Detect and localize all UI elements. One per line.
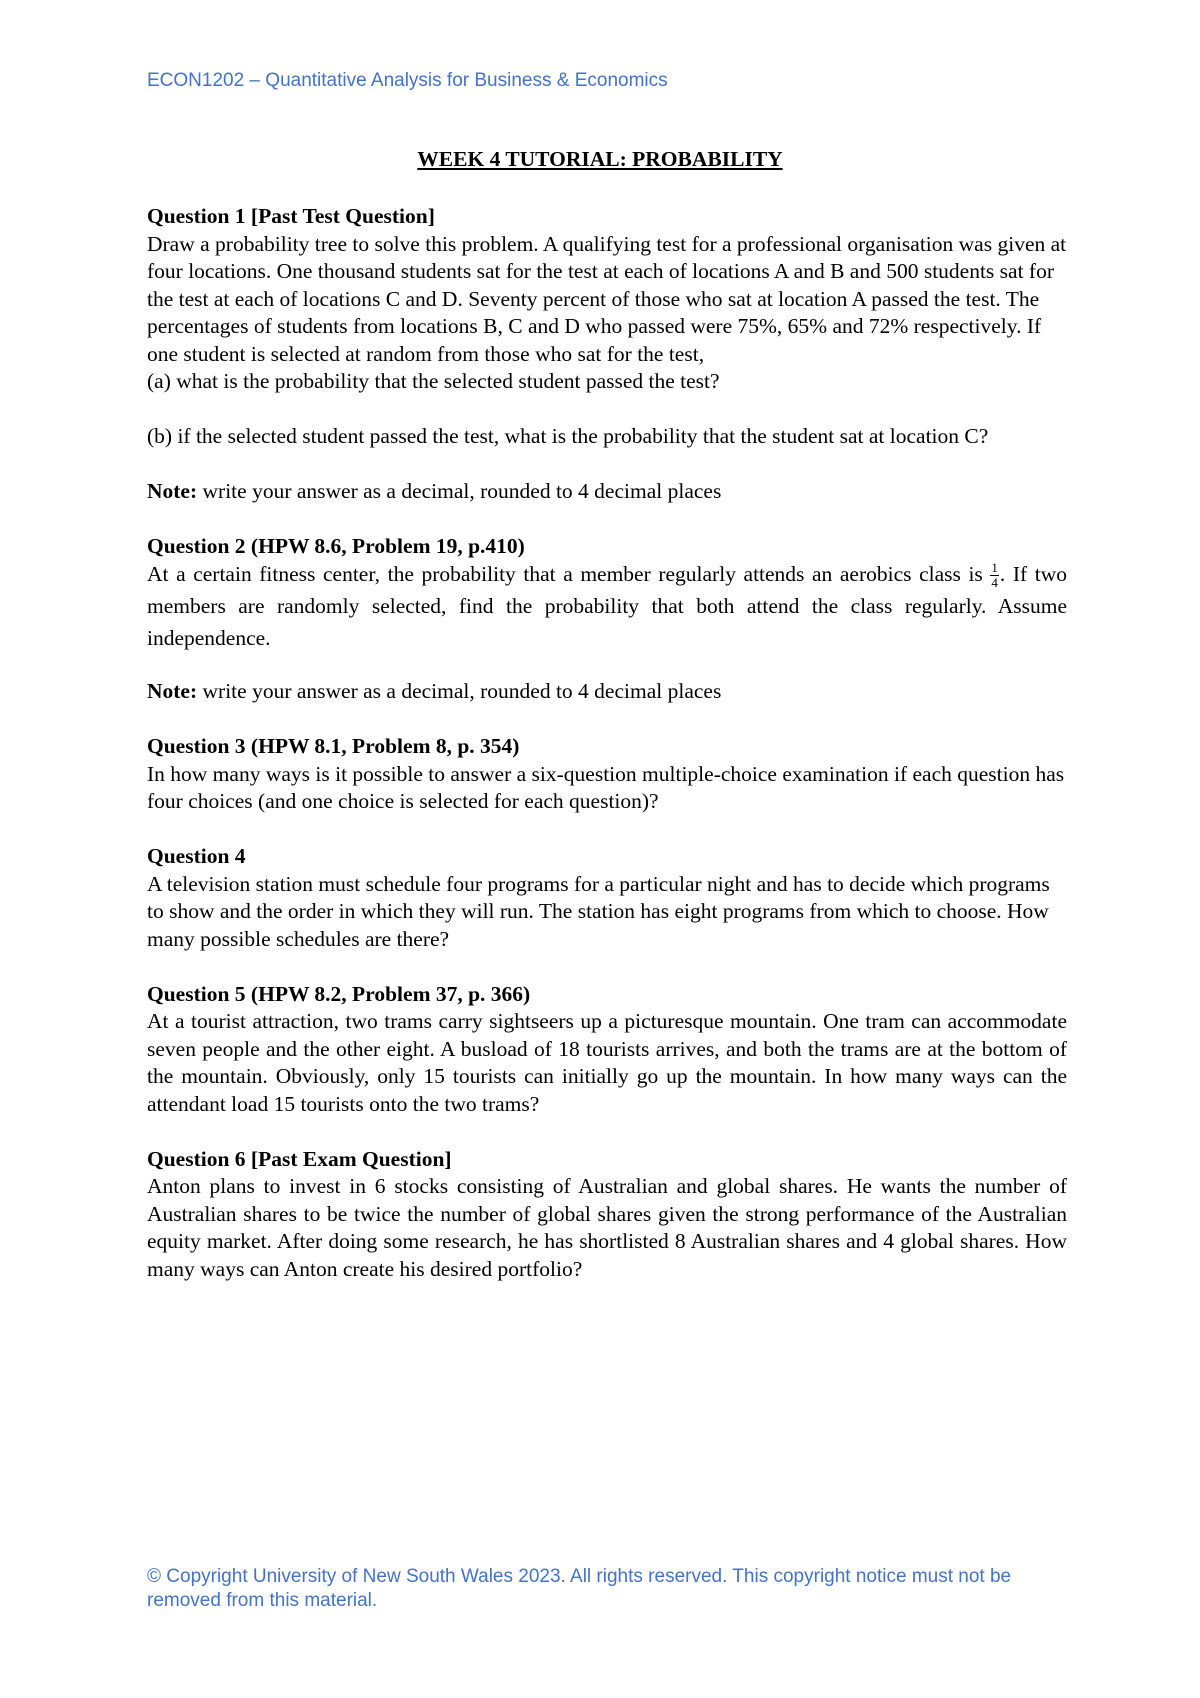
- question-1-title: Question 1 [Past Test Question]: [147, 204, 435, 228]
- copyright-footer: © Copyright University of New South Wales 2023. All rights reserved. This copyright notice must not be removed from this material.: [147, 1566, 1012, 1611]
- fraction-numerator: 1: [991, 560, 998, 576]
- question-2-body-end: . If two members are randomly selected, find the probability that both attend the class regularly. Assume independence.: [147, 561, 1067, 651]
- fraction-denominator: 4: [991, 575, 998, 591]
- question-1-part-a: (a) what is the probability that the selected student passed the test?: [147, 369, 720, 393]
- question-6-title: Question 6 [Past Exam Question]: [147, 1146, 452, 1171]
- question-4-body: A television station must schedule four programs for a particular night and has to decide which programs to show and the order in which they will run. The station has eight programs from which to choose. How many possible schedules are there?: [147, 871, 1050, 951]
- tutorial-questions: [147, 203, 1067, 1283]
- question-3: [147, 733, 1067, 816]
- question-1-part-b: (b) if the selected student passed the test, what is the probability that the student sat at location C?: [147, 424, 989, 448]
- page-title: WEEK 4 TUTORIAL: PROBABILITY: [417, 147, 783, 171]
- question-6: [147, 1146, 1067, 1284]
- question-3-body: In how many ways is it possible to answer a six-question multiple-choice examination if each question has four choices (and one choice is selected for each question)?: [147, 761, 1065, 814]
- note-label: Note:: [147, 679, 198, 704]
- question-6-body: Anton plans to invest in 6 stocks consisting of Australian and global shares. He wants the number of Australian shares to be twice the number of global shares given the strong performance of the Australian equity market. After doing some research, he has shortlisted 8 Australian shares and 4 global shares. How many ways can Anton create his desired portfolio?: [147, 1174, 1067, 1281]
- question-2-title: Question 2 (HPW 8.6, Problem 19, p.410): [147, 534, 525, 558]
- fraction-one-quarter: [990, 561, 999, 590]
- question-1-note: [147, 478, 1067, 506]
- question-1: [147, 203, 1067, 506]
- question-4: [147, 843, 1067, 953]
- question-1-body: Draw a probability tree to solve this problem. A qualifying test for a professional organisation was given at four locations. One thousand students sat for the test at each of locations A and B and 500 students sat for the test at each of locations C and D. Seventy percent of those who sat at location A passed the test. The percentages of students from locations B, C and D who passed were 75%, 65% and 72% respectively. If one student is selected at random from those who sat for the test,: [147, 231, 1067, 366]
- note-text: write your answer as a decimal, rounded to 4 decimal places: [197, 479, 722, 503]
- question-2-body: [147, 558, 1067, 655]
- note-label: Note:: [147, 479, 198, 503]
- course-header: ECON1202 – Quantitative Analysis for Business & Economics: [147, 70, 668, 91]
- question-5: [147, 981, 1067, 1119]
- question-2-body-start: At a certain fitness center, the probability that a member regularly attends an aerobics class is: [147, 561, 991, 586]
- question-3-title: Question 3 (HPW 8.1, Problem 8, p. 354): [147, 734, 520, 759]
- note-text: write your answer as a decimal, rounded to 4 decimal places: [197, 679, 722, 704]
- question-5-title: Question 5 (HPW 8.2, Problem 37, p. 366): [147, 981, 531, 1006]
- question-2-note: [147, 678, 1067, 706]
- question-4-title: Question 4: [147, 844, 246, 869]
- question-5-body: At a tourist attraction, two trams carry sightseers up a picturesque mountain. One tram can accommodate seven people and the other eight. A busload of 18 tourists arrives, and both the trams are at the bottom of the mountain. Obviously, only 15 tourists can initially go up the mountain. In how many ways can the attendant load 15 tourists onto the two trams?: [147, 1009, 1067, 1116]
- question-2: [147, 533, 1067, 706]
